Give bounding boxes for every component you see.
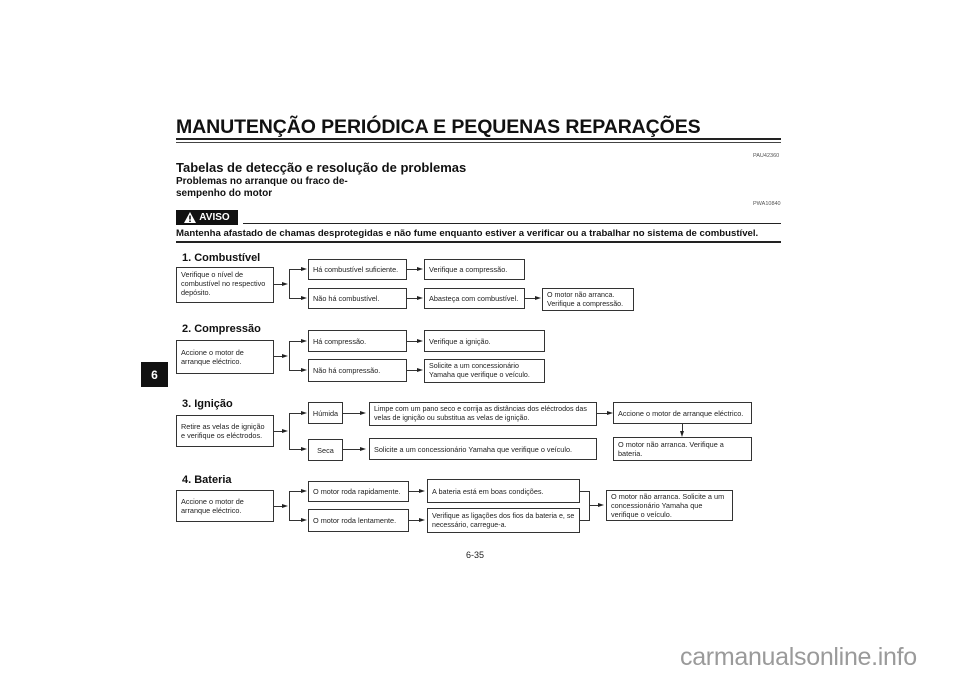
connector xyxy=(289,491,301,492)
fuel-no-action-box: Abasteça com combustível. xyxy=(424,288,525,309)
connector xyxy=(580,491,589,492)
arrow-icon xyxy=(301,447,307,451)
arrow-icon xyxy=(598,503,604,507)
arrow-icon xyxy=(301,339,307,343)
section-subheading xyxy=(176,176,348,200)
fuel-section-title: 1. Combustível xyxy=(182,252,261,264)
arrow-icon xyxy=(282,429,288,433)
watermark: carmanualsonline.info xyxy=(680,643,917,671)
page-number: 6-35 xyxy=(466,550,485,560)
connector xyxy=(343,413,360,414)
title-rule-thin xyxy=(176,142,781,143)
arrow-icon xyxy=(417,267,423,271)
battery-final-box: O motor não arranca. Solicite a um concessionário Yamaha que verifique o veículo. xyxy=(606,490,733,521)
connector xyxy=(409,520,419,521)
battery-slow-action-box: Verifique as ligações dos fios da bateria e, se necessário, carregue-a. xyxy=(427,508,580,533)
fuel-no-result-box: O motor não arranca. Verifique a compressão. xyxy=(542,288,634,311)
connector xyxy=(289,413,290,450)
fuel-yes-action-box: Verifique a compressão. xyxy=(424,259,525,280)
battery-fast-result-box: A bateria está em boas condições. xyxy=(427,479,580,503)
connector xyxy=(409,491,419,492)
arrow-icon xyxy=(419,489,425,493)
connector xyxy=(289,449,301,450)
compression-start-box: Accione o motor de arranque eléctrico. xyxy=(176,340,274,374)
title-rule xyxy=(176,138,781,140)
compression-section-title: 2. Compressão xyxy=(182,323,261,335)
arrow-icon xyxy=(301,267,307,271)
warning-rule xyxy=(243,223,781,224)
connector xyxy=(597,413,607,414)
ignition-dry-action-box: Solicite a um concessionário Yamaha que verifique o veículo. xyxy=(369,438,597,460)
connector xyxy=(407,370,417,371)
ignition-dry-box: Seca xyxy=(308,439,343,461)
connector xyxy=(289,341,290,371)
subheading-line-2: sempenho do motor xyxy=(176,188,273,199)
arrow-icon xyxy=(535,296,541,300)
compression-no-box: Não há compressão. xyxy=(308,359,407,382)
arrow-icon xyxy=(417,368,423,372)
compression-yes-action-box: Verifique a ignição. xyxy=(424,330,545,352)
connector xyxy=(274,284,282,285)
connector xyxy=(525,298,535,299)
ignition-start-box: Retire as velas de ignição e verifique os eléctrodos. xyxy=(176,415,274,447)
warning-code: PWA10840 xyxy=(753,201,781,207)
connector xyxy=(407,341,417,342)
arrow-icon xyxy=(301,368,307,372)
arrow-icon xyxy=(417,339,423,343)
connector xyxy=(289,520,301,521)
connector xyxy=(289,269,301,270)
battery-slow-box: O motor roda lentamente. xyxy=(308,509,409,532)
arrow-icon xyxy=(419,518,425,522)
page-title: MANUTENÇÃO PERIÓDICA E PEQUENAS REPARAÇÕES xyxy=(176,116,701,138)
connector xyxy=(682,424,683,431)
fuel-no-box: Não há combustível. xyxy=(308,288,407,309)
connector xyxy=(289,413,301,414)
connector xyxy=(580,520,589,521)
connector xyxy=(289,370,301,371)
section-code: PAU42360 xyxy=(753,153,780,159)
connector xyxy=(274,356,282,357)
warning-triangle-icon xyxy=(184,212,196,223)
battery-start-box: Accione o motor de arranque eléctrico. xyxy=(176,490,274,522)
ignition-section-title: 3. Ignição xyxy=(182,398,233,410)
ignition-wet-result-box: O motor não arranca. Verifique a bateria. xyxy=(613,437,752,461)
battery-fast-box: O motor roda rapidamente. xyxy=(308,481,409,502)
connector xyxy=(274,431,282,432)
section-heading: Tabelas de detecção e resolução de problemas xyxy=(176,160,467,175)
connector xyxy=(289,269,290,299)
warning-badge-label: AVISO xyxy=(199,212,230,223)
fuel-yes-box: Há combustível suficiente. xyxy=(308,259,407,280)
arrow-icon xyxy=(301,489,307,493)
arrow-icon xyxy=(282,282,288,286)
arrow-icon xyxy=(301,296,307,300)
chapter-tab: 6 xyxy=(141,362,168,387)
warning-badge xyxy=(176,210,238,225)
arrow-icon xyxy=(360,411,366,415)
connector xyxy=(289,298,301,299)
connector xyxy=(589,491,590,521)
arrow-icon xyxy=(417,296,423,300)
connector xyxy=(589,505,598,506)
arrow-icon xyxy=(282,504,288,508)
arrow-icon xyxy=(360,447,366,451)
compression-yes-box: Há compressão. xyxy=(308,330,407,352)
fuel-start-box: Verifique o nível de combustível no respectivo depósito. xyxy=(176,267,274,303)
subheading-line-1: Problemas no arranque ou fraco de- xyxy=(176,176,348,187)
arrow-icon xyxy=(301,411,307,415)
compression-no-action-box: Solicite a um concessionário Yamaha que verifique o veículo. xyxy=(424,359,545,383)
battery-section-title: 4. Bateria xyxy=(182,474,232,486)
connector xyxy=(407,298,417,299)
ignition-wet-next-box: Accione o motor de arranque eléctrico. xyxy=(613,402,752,424)
ignition-wet-box: Húmida xyxy=(308,402,343,424)
connector xyxy=(274,506,282,507)
arrow-icon xyxy=(282,354,288,358)
arrow-icon xyxy=(301,518,307,522)
warning-text: Mantenha afastado de chamas desprotegidas e não fume enquanto estiver a verificar ou a trabalhar no sistema de combustível. xyxy=(176,228,759,239)
connector xyxy=(289,341,301,342)
connector xyxy=(407,269,417,270)
connector xyxy=(289,491,290,521)
ignition-wet-action-box: Limpe com um pano seco e corrija as distâncias dos eléctrodos das velas de ignição ou substitua as velas de ignição. xyxy=(369,402,597,426)
connector xyxy=(343,449,360,450)
warning-bottom-rule xyxy=(176,241,781,243)
